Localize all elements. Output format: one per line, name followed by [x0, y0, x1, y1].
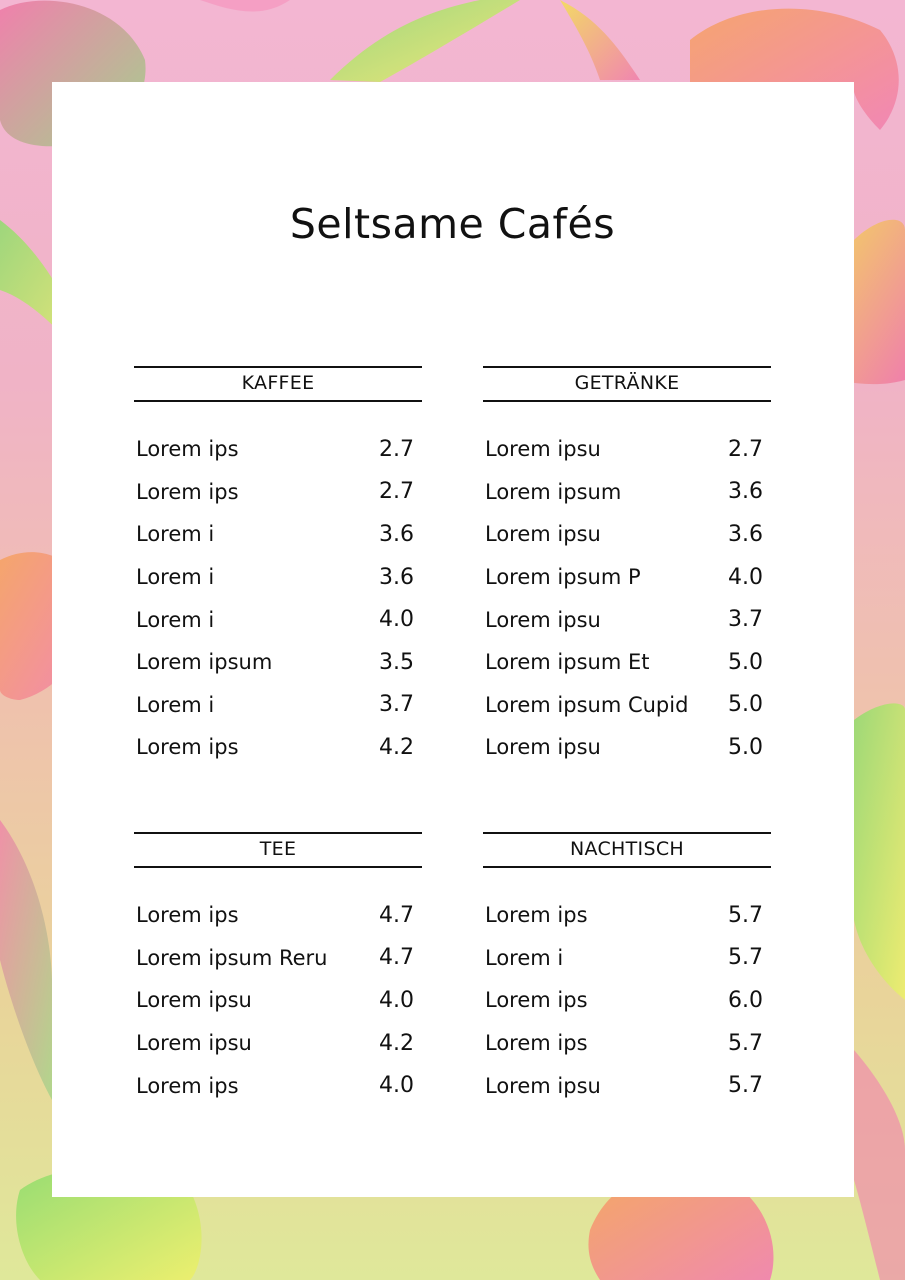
- menu-item: [483, 556, 771, 599]
- section-header: TEE: [134, 832, 422, 868]
- section-header: NACHTISCH: [483, 832, 771, 868]
- item-name: Lorem ipsum Et: [485, 650, 650, 675]
- item-name: Lorem ipsum P: [485, 565, 641, 590]
- monstera-leaf-icon: [854, 703, 905, 1000]
- menu-item: [134, 894, 422, 937]
- palm-leaf-icon: [330, 0, 520, 82]
- section-header: KAFFEE: [134, 366, 422, 402]
- item-price: 3.7: [379, 692, 414, 718]
- item-price: 6.0: [728, 987, 763, 1013]
- menu-item: [483, 513, 771, 556]
- menu-item: [483, 641, 771, 684]
- menu-section-tee: [134, 832, 422, 1107]
- menu-item: [483, 1022, 771, 1065]
- item-list: [483, 428, 771, 769]
- item-price: 4.2: [379, 734, 414, 760]
- item-price: 4.0: [379, 1073, 414, 1099]
- menu-item: [134, 1022, 422, 1065]
- item-name: Lorem ipsum Reru: [136, 945, 328, 970]
- item-name: Lorem ipsu: [485, 522, 601, 547]
- item-price: 2.7: [379, 436, 414, 462]
- item-name: Lorem ipsum: [485, 479, 622, 504]
- item-price: 5.7: [728, 945, 763, 971]
- item-name: Lorem i: [136, 565, 215, 590]
- item-name: Lorem ipsu: [485, 735, 601, 760]
- menu-item: [134, 979, 422, 1022]
- menu-item: [483, 471, 771, 514]
- item-name: Lorem ipsum Cupid: [485, 692, 689, 717]
- item-price: 3.5: [379, 649, 414, 675]
- item-list: [483, 894, 771, 1107]
- item-name: Lorem i: [485, 945, 564, 970]
- item-price: 3.6: [379, 564, 414, 590]
- item-name: Lorem ips: [136, 903, 239, 928]
- item-price: 4.0: [728, 564, 763, 590]
- item-name: Lorem ips: [485, 903, 588, 928]
- item-list: [134, 894, 422, 1107]
- item-price: 5.7: [728, 902, 763, 928]
- item-price: 5.0: [728, 649, 763, 675]
- item-name: Lorem ipsu: [485, 607, 601, 632]
- menu-section-nachtisch: [483, 832, 771, 1107]
- item-name: Lorem ips: [136, 437, 239, 462]
- menu-item: [134, 471, 422, 514]
- item-price: 5.7: [728, 1073, 763, 1099]
- item-name: Lorem i: [136, 692, 215, 717]
- item-price: 3.6: [379, 521, 414, 547]
- item-price: 4.2: [379, 1030, 414, 1056]
- menu-item: [483, 979, 771, 1022]
- item-price: 3.6: [728, 521, 763, 547]
- menu-item: [483, 598, 771, 641]
- item-price: 4.7: [379, 945, 414, 971]
- item-price: 3.6: [728, 479, 763, 505]
- item-name: Lorem ips: [485, 988, 588, 1013]
- menu-item: [134, 641, 422, 684]
- item-list: [134, 428, 422, 769]
- item-name: Lorem ips: [485, 1031, 588, 1056]
- item-price: 3.7: [728, 607, 763, 633]
- menu-item: [134, 428, 422, 471]
- item-name: Lorem ipsu: [136, 988, 252, 1013]
- menu-item: [483, 894, 771, 937]
- menu-item: [483, 428, 771, 471]
- menu-item: [134, 684, 422, 727]
- palm-leaf-icon: [0, 820, 52, 1100]
- menu-section-kaffee: [134, 366, 422, 769]
- menu-item: [134, 513, 422, 556]
- item-price: 5.0: [728, 692, 763, 718]
- menu-item: [134, 937, 422, 980]
- menu-item: [483, 726, 771, 769]
- item-name: Lorem ips: [136, 735, 239, 760]
- menu-item: [134, 726, 422, 769]
- item-price: 4.0: [379, 607, 414, 633]
- palm-leaf-icon: [854, 1050, 905, 1280]
- menu-item: [134, 1064, 422, 1107]
- menu-item: [483, 937, 771, 980]
- item-name: Lorem ipsu: [136, 1031, 252, 1056]
- palm-leaf-icon: [200, 0, 290, 12]
- item-price: 2.7: [379, 479, 414, 505]
- item-name: Lorem ips: [136, 479, 239, 504]
- item-name: Lorem i: [136, 607, 215, 632]
- item-name: Lorem ipsum: [136, 650, 273, 675]
- item-price: 4.7: [379, 902, 414, 928]
- menu-item: [483, 1064, 771, 1107]
- item-price: 2.7: [728, 436, 763, 462]
- menu-item: [134, 556, 422, 599]
- menu-item: [134, 598, 422, 641]
- item-name: Lorem ipsu: [485, 1073, 601, 1098]
- item-name: Lorem i: [136, 522, 215, 547]
- item-price: 5.7: [728, 1030, 763, 1056]
- item-price: 5.0: [728, 734, 763, 760]
- section-header: GETRÄNKE: [483, 366, 771, 402]
- palm-leaf-icon: [560, 0, 640, 80]
- item-name: Lorem ipsu: [485, 437, 601, 462]
- menu-section-getraenke: [483, 366, 771, 769]
- item-price: 4.0: [379, 987, 414, 1013]
- menu-item: [483, 684, 771, 727]
- page-title: Seltsame Cafés: [289, 200, 616, 248]
- item-name: Lorem ips: [136, 1073, 239, 1098]
